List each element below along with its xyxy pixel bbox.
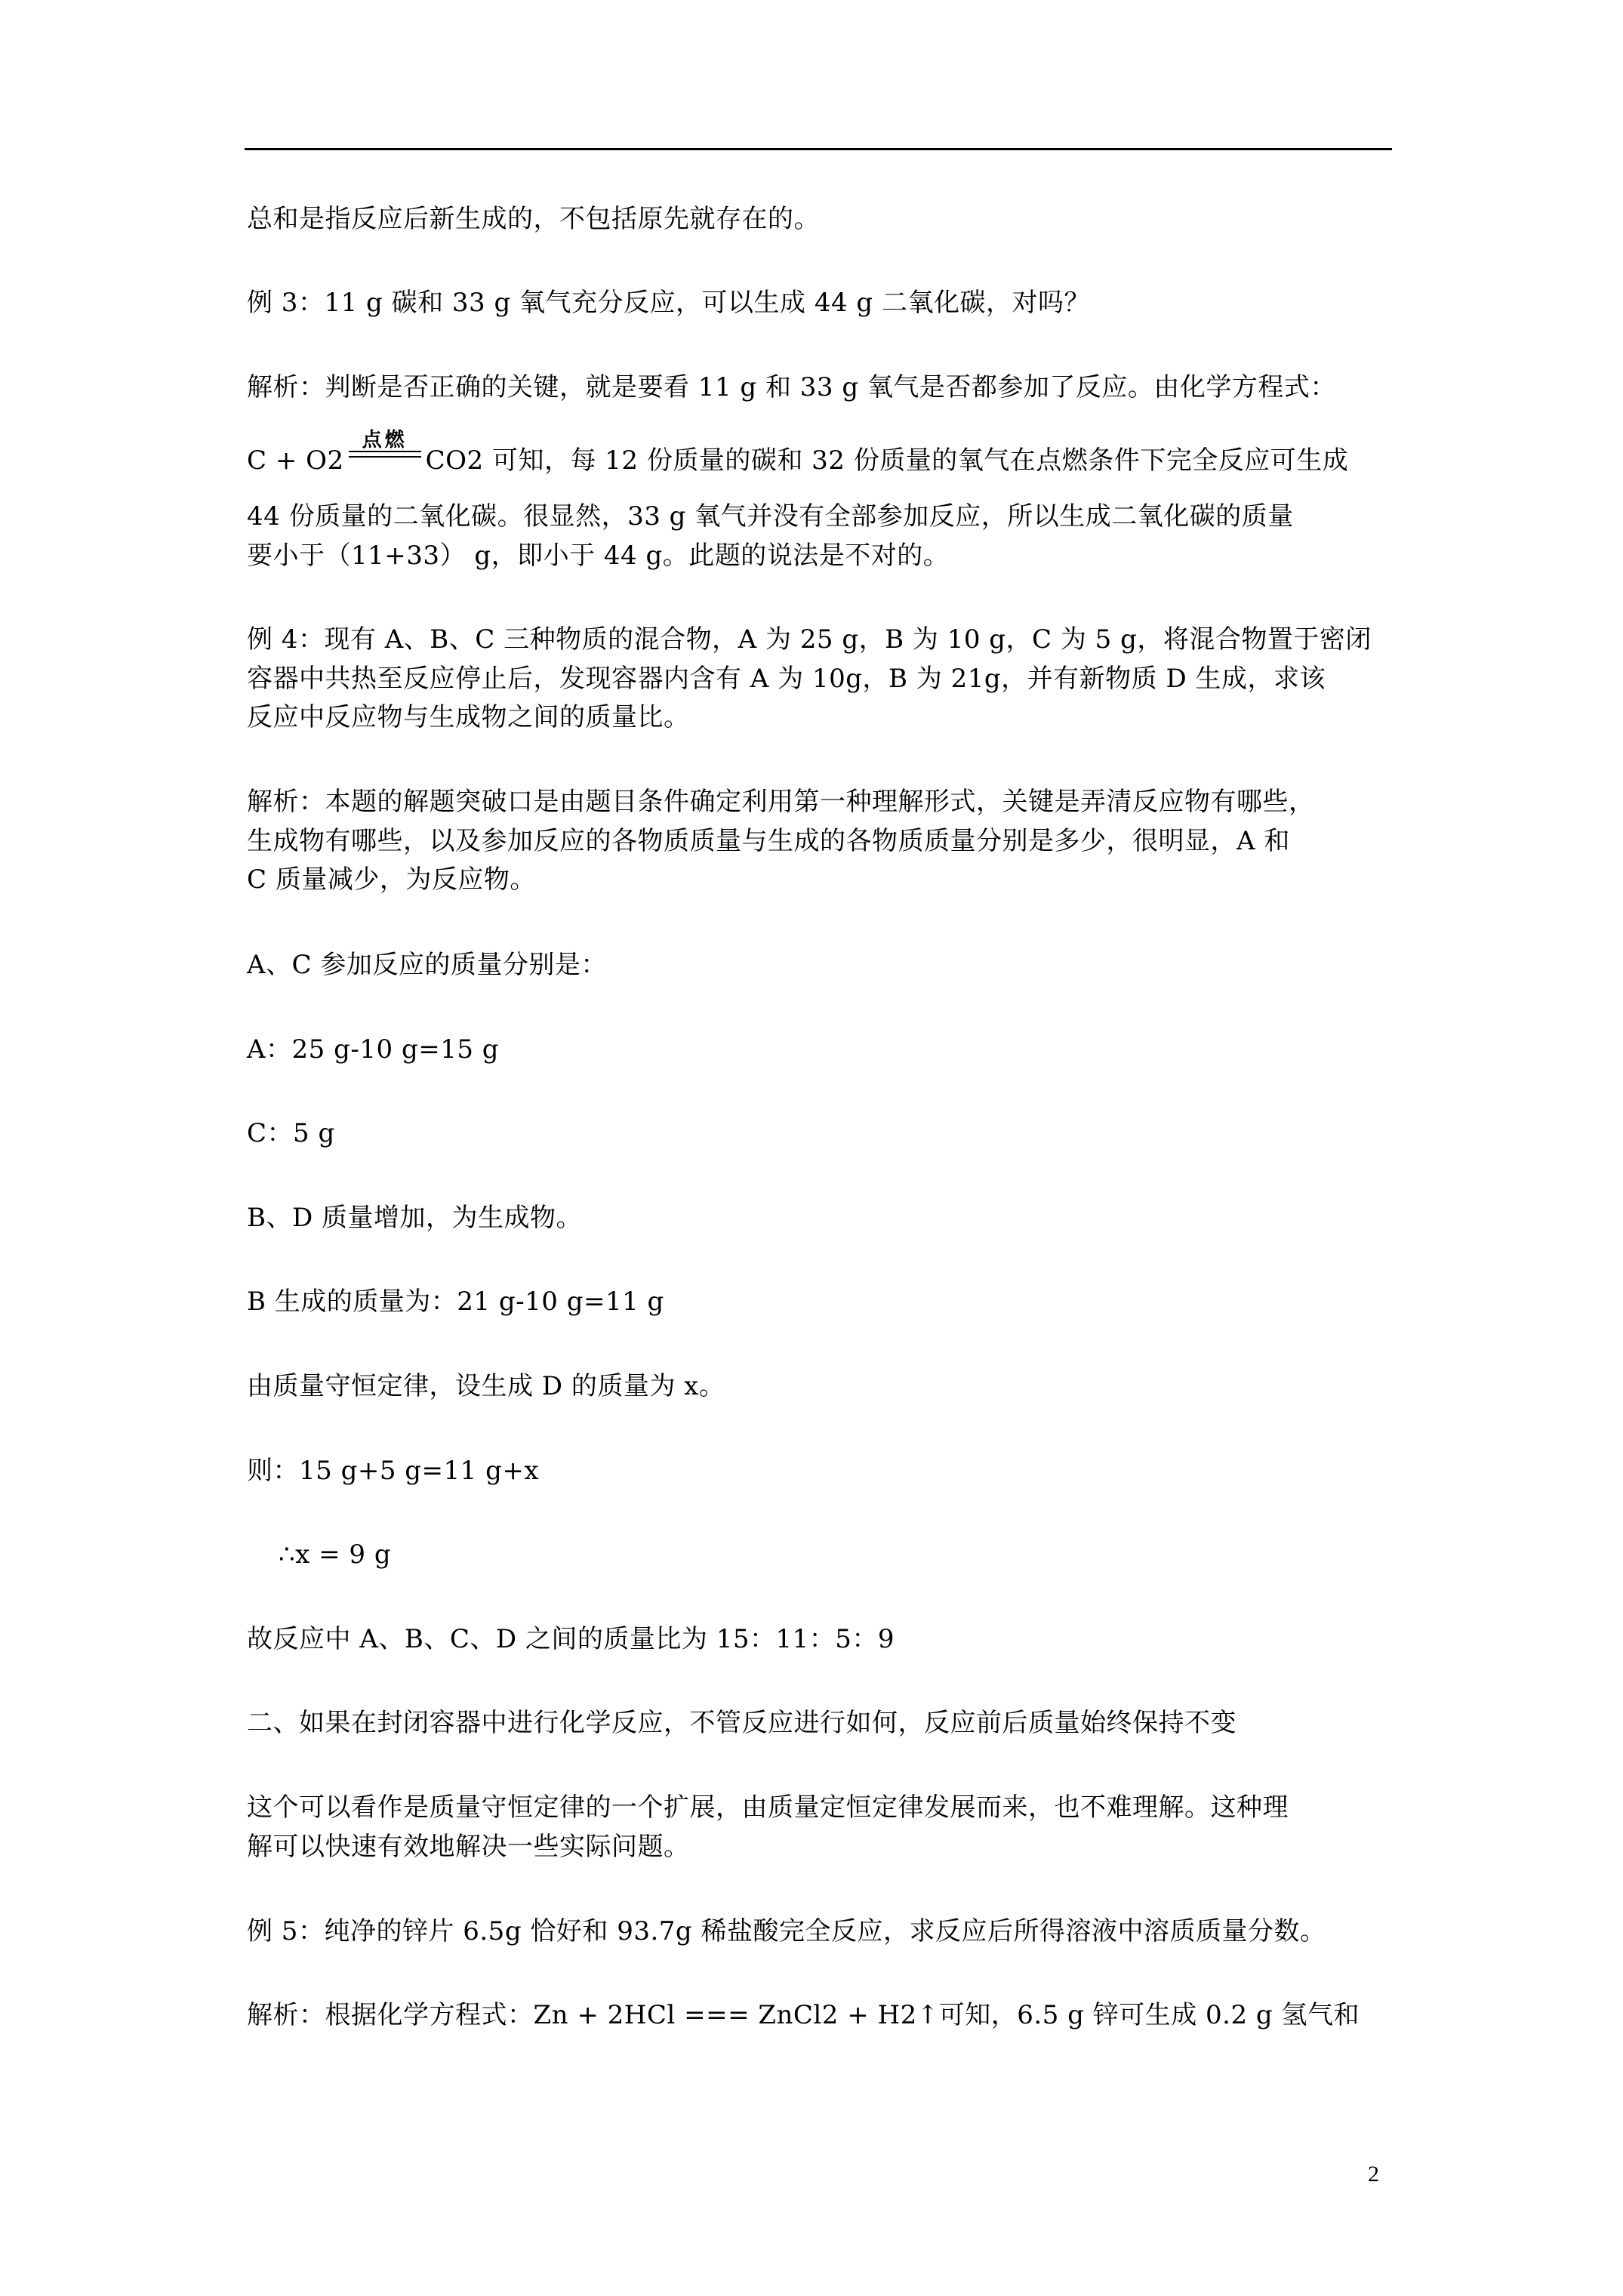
example-4-line: 例 4：现有 A、B、C 三种物质的混合物，A 为 25 g，B 为 10 g，C 为 5 g，将混合物置于密闭 [247, 624, 1372, 655]
example-5-line: 例 5：纯净的锌片 6.5g 恰好和 93.7g 稀盐酸完全反应，求反应后所得溶液中溶质质量分数。 [247, 1916, 1326, 1946]
solution-line: A：25 g-10 g=15 g [247, 1034, 500, 1065]
conclusion-line: 故反应中 A、B、C、D 之间的质量比为 15：11：5：9 [247, 1624, 895, 1654]
analysis-line: 要小于（11+33） g，即小于 44 g。此题的说法是不对的。 [247, 541, 950, 571]
solution-line: A、C 参加反应的质量分别是： [247, 950, 607, 980]
analysis-line: C 质量减少，为反应物。 [247, 864, 536, 895]
solution-line: B 生成的质量为：21 g-10 g=11 g [247, 1287, 664, 1317]
reaction-condition-arrow [349, 429, 421, 473]
equation-line [247, 429, 1349, 477]
paragraph-line: 解可以快速有效地解决一些实际问题。 [247, 1832, 690, 1862]
solution-line: 则：15 g+5 g=11 g+x [247, 1456, 540, 1486]
analysis-line: 生成物有哪些，以及参加反应的各物质质量与生成的各物质质量分别是多少，很明显，A 和 [247, 826, 1290, 856]
section-heading: 二、如果在封闭容器中进行化学反应，不管反应进行如何，反应前后质量始终保持不变 [247, 1708, 1236, 1738]
example-3-line: 例 3：11 g 碳和 33 g 氧气充分反应，可以生成 44 g 二氧化碳，对吗？ [247, 288, 1090, 318]
analysis-line: 解析：本题的解题突破口是由题目条件确定利用第一种理解形式，关键是弄清反应物有哪些， [247, 787, 1315, 817]
example-4-line: 容器中共热至反应停止后，发现容器内含有 A 为 10g，B 为 21g，并有新物质 D 生成，求该 [247, 664, 1326, 694]
paragraph-line: 总和是指反应后新生成的，不包括原先就存在的。 [247, 204, 820, 234]
paragraph-line: 这个可以看作是质量守恒定律的一个扩展，由质量定恒定律发展而来，也不难理解。这种理 [247, 1792, 1289, 1823]
reaction-condition-label: 点燃 [362, 429, 408, 451]
header-rule [245, 148, 1392, 150]
page-number: 2 [1368, 2162, 1379, 2187]
analysis-line: 44 份质量的二氧化碳。很显然，33 g 氧气并没有全部参加反应，所以生成二氧化碳的质量 [247, 501, 1294, 532]
analysis-line: 解析：根据化学方程式：Zn + 2HCl === ZnCl2 + H2↑可知，6.5 g 锌可生成 0.2 g 氢气和 [247, 2000, 1360, 2030]
equation-product-text: CO2 可知，每 12 份质量的碳和 32 份质量的氧气在点燃条件下完全反应可生成 [425, 445, 1349, 476]
equation-reactants: C + O2 [247, 445, 344, 476]
solution-line: B、D 质量增加，为生成物。 [247, 1203, 583, 1233]
example-4-line: 反应中反应物与生成物之间的质量比。 [247, 702, 690, 732]
solution-line: C：5 g [247, 1118, 335, 1148]
solution-line: 由质量守恒定律，设生成 D 的质量为 x。 [247, 1371, 725, 1401]
solution-result-line: ∴x = 9 g [279, 1539, 392, 1570]
analysis-line: 解析：判断是否正确的关键，就是要看 11 g 和 33 g 氧气是否都参加了反应。由化学方程式： [247, 372, 1336, 402]
